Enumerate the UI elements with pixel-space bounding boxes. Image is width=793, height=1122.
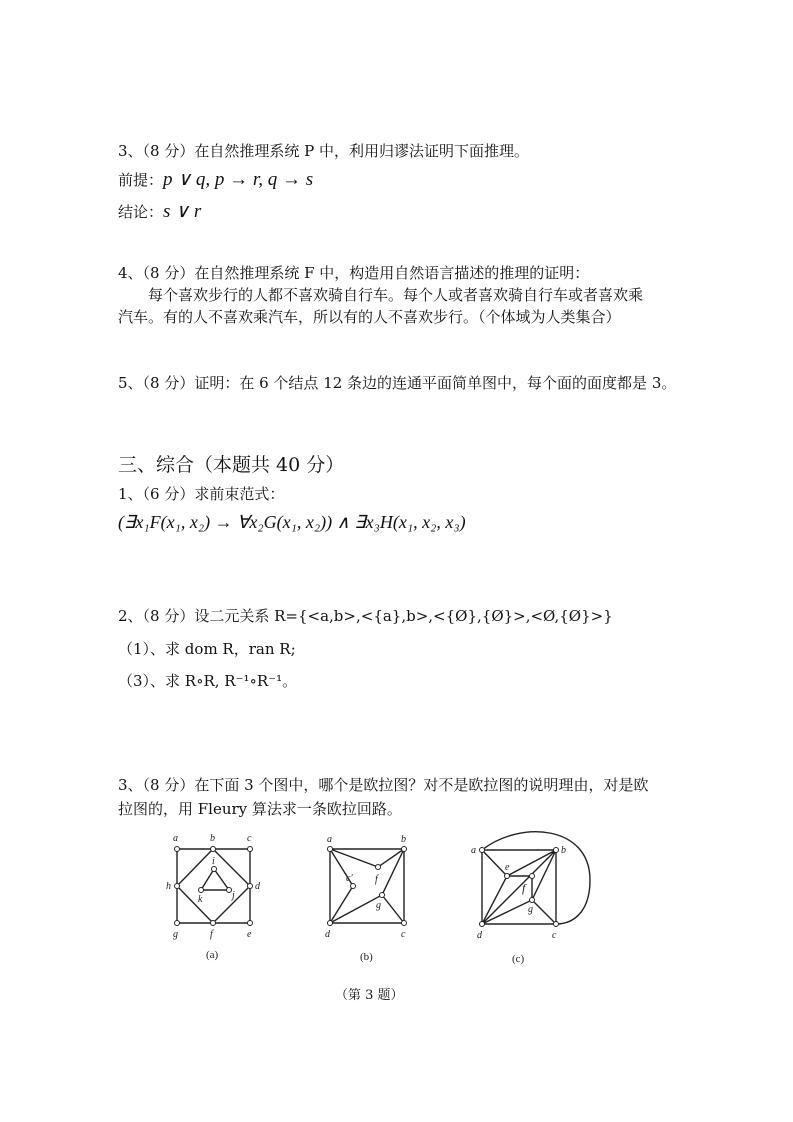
s3-q3-line1: 3、（8 分）在下面 3 个图中，哪个是欧拉图？对不是欧拉图的说明理由，对是欧 [118, 776, 649, 794]
s3-q2-part3: （3）、求 R∘R, R⁻¹∘R⁻¹。 [118, 672, 298, 690]
graph-c [471, 832, 590, 965]
section3-heading: 三、综合（本题共 40 分） [118, 454, 345, 476]
q5-title: 5、（8 分）证明：在 6 个结点 12 条边的连通平面简单图中，每个面的面度都是 3。 [118, 374, 677, 392]
q4-line1: 每个喜欢步行的人都不喜欢骑自行车。每个人或者喜欢骑自行车或者喜欢乘 [148, 286, 644, 304]
q4-title: 4、（8 分）在自然推理系统 F 中，构造用自然语言描述的推理的证明： [118, 264, 590, 282]
vertex-label: a [327, 834, 332, 845]
s3-q2-part1: （1）、求 dom R，ran R; [118, 640, 296, 658]
vertex-label: d [325, 929, 330, 940]
vertex-label: c [552, 930, 557, 941]
vertex-label: f [522, 881, 526, 895]
vertex-label: b [561, 845, 566, 856]
vertex-label: b [401, 834, 406, 845]
premise-formula: p ∨ q, p → r, q → s [163, 169, 314, 190]
vertex-label: c [247, 833, 252, 844]
vertex-label: a [471, 845, 476, 856]
s3-q1-formula: (∃x₁F(x₁, x₂) → ∀x₂G(x₁, x₂)) ∧ ∃x₃H(x₁, x₂, x₃) [118, 512, 466, 532]
s3-q2-title: 2、（8 分）设二元关系 R={<a,b>,<{a},b>,<{Ø},{Ø}>,<Ø,{Ø}>} [118, 607, 613, 625]
vertex-label: k [198, 894, 203, 905]
figure-caption: （第 3 题） [335, 988, 404, 1003]
vertex-label: g [528, 904, 533, 915]
vertex-label: g [173, 929, 178, 940]
vertex-label: c [401, 929, 406, 940]
vertex-label: f [210, 929, 213, 940]
q3-title: 3、（8 分）在自然推理系统 P 中，利用归谬法证明下面推理。 [118, 142, 529, 160]
vertex-label: b [210, 833, 215, 844]
premise-label: 前提： [118, 171, 164, 189]
vertex-label: c' [346, 873, 353, 884]
vertex-label: h [166, 881, 171, 892]
vertex-label: g [376, 900, 381, 911]
vertex-label: e [505, 862, 510, 873]
vertex-label: e [247, 929, 252, 940]
graph-b [325, 834, 407, 963]
conclusion-formula: s ∨ r [163, 201, 202, 222]
graph-caption: (c) [512, 953, 525, 965]
vertex-label: j [232, 890, 235, 901]
s3-q1-title: 1、（6 分）求前束范式： [118, 485, 285, 503]
vertex-label: a [173, 833, 178, 844]
vertex-label: d [477, 930, 482, 941]
vertex-label: f [375, 874, 378, 885]
s3-q3-line2: 拉图的，用 Fleury 算法求一条欧拉回路。 [118, 800, 402, 818]
graph-caption: (a) [206, 949, 219, 961]
graph-caption: (b) [360, 951, 373, 963]
q4-line2: 汽车。有的人不喜欢乘汽车，所以有的人不喜欢步行。（个体域为人类集合） [118, 308, 621, 326]
vertex-label: d [255, 881, 260, 892]
vertex-label: i [212, 856, 215, 867]
conclusion-label: 结论： [118, 203, 164, 221]
graph-a [166, 833, 261, 961]
